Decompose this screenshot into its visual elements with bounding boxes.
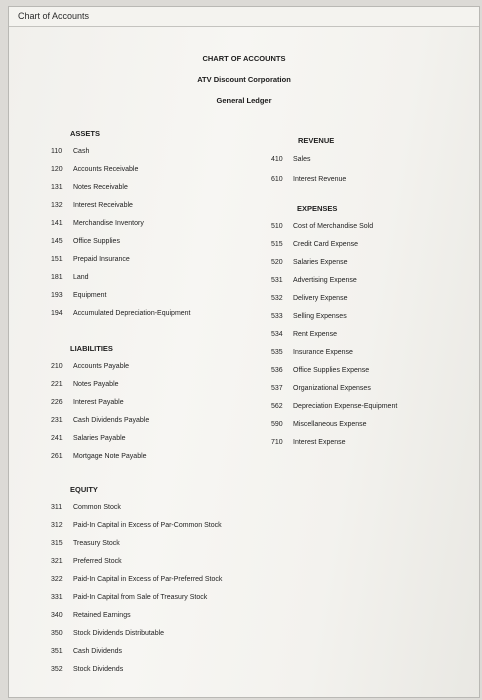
- account-row: [271, 290, 397, 308]
- account-number: 226: [51, 399, 63, 406]
- account-name: Accounts Payable: [73, 363, 130, 370]
- account-name: Stock Dividends: [73, 666, 124, 673]
- account-name: Common Stock: [73, 504, 121, 511]
- account-number: 131: [51, 184, 63, 191]
- account-row: [51, 197, 191, 215]
- account-number: 311: [51, 504, 63, 511]
- account-row: [51, 553, 222, 571]
- account-row: [51, 517, 222, 535]
- assets-heading: ASSETS: [70, 129, 101, 138]
- account-name: Interest Payable: [73, 399, 124, 406]
- account-name: Accounts Receivable: [73, 166, 139, 173]
- account-row: [271, 308, 397, 326]
- account-row: [271, 272, 397, 290]
- assets-section: [51, 125, 191, 323]
- equity-heading: EQUITY: [70, 485, 98, 494]
- account-number: 562: [271, 403, 283, 410]
- account-number: 331: [51, 594, 63, 601]
- account-name: Merchandise Inventory: [73, 220, 144, 227]
- account-row: [51, 233, 191, 251]
- account-name: Treasury Stock: [73, 540, 120, 547]
- account-number: 261: [51, 453, 63, 460]
- account-row: [51, 269, 191, 287]
- account-number: 533: [271, 313, 283, 320]
- account-name: Sales: [293, 156, 311, 163]
- account-row: [271, 344, 397, 362]
- account-name: Advertising Expense: [293, 277, 357, 284]
- account-row: [51, 161, 191, 179]
- account-name: Depreciation Expense-Equipment: [293, 403, 398, 410]
- account-row: [271, 434, 397, 452]
- account-row: [271, 398, 397, 416]
- revenue-heading: REVENUE: [298, 136, 335, 145]
- revenue-section: [271, 132, 346, 190]
- account-name: Office Supplies: [73, 238, 120, 245]
- liabilities-heading: LIABILITIES: [70, 344, 113, 353]
- account-name: Land: [73, 274, 89, 281]
- account-number: 535: [271, 349, 283, 356]
- account-number: 210: [51, 363, 63, 370]
- account-name: Stock Dividends Distributable: [73, 630, 165, 637]
- account-number: 536: [271, 367, 283, 374]
- expenses-heading: EXPENSES: [297, 204, 338, 213]
- chart-of-accounts-panel: [8, 6, 480, 698]
- account-number: 351: [51, 648, 63, 655]
- account-row: [271, 380, 397, 398]
- account-number: 110: [51, 148, 63, 155]
- account-number: 194: [51, 310, 63, 317]
- account-number: 710: [271, 439, 283, 446]
- account-row: [51, 394, 149, 412]
- account-number: 352: [51, 666, 63, 673]
- account-number: 181: [51, 274, 63, 281]
- equity-list: [51, 499, 222, 679]
- account-number: 132: [51, 202, 63, 209]
- account-number: 145: [51, 238, 63, 245]
- account-row: [51, 215, 191, 233]
- account-number: 410: [271, 156, 283, 163]
- account-name: Notes Receivable: [73, 184, 128, 191]
- account-number: 221: [51, 381, 63, 388]
- account-row: [271, 170, 346, 190]
- account-name: Paid-In Capital from Sale of Treasury Stock: [73, 594, 208, 601]
- account-number: 141: [51, 220, 63, 227]
- account-row: [51, 305, 191, 323]
- account-row: [51, 643, 222, 661]
- account-name: Cash Dividends Payable: [73, 417, 150, 424]
- liabilities-list: [51, 358, 149, 466]
- account-number: 312: [51, 522, 63, 529]
- account-number: 534: [271, 331, 283, 338]
- account-number: 315: [51, 540, 63, 547]
- account-number: 350: [51, 630, 63, 637]
- account-name: Selling Expenses: [293, 313, 347, 320]
- account-number: 610: [271, 176, 283, 183]
- account-name: Cash Dividends: [73, 648, 123, 655]
- account-row: [51, 287, 191, 305]
- account-row: [271, 254, 397, 272]
- expenses-section: [271, 200, 397, 452]
- account-row: [51, 661, 222, 679]
- account-number: 340: [51, 612, 63, 619]
- account-number: 151: [51, 256, 63, 263]
- account-row: [51, 607, 222, 625]
- account-name: Cost of Merchandise Sold: [293, 223, 374, 230]
- account-row: [271, 218, 397, 236]
- account-row: [51, 179, 191, 197]
- account-name: Office Supplies Expense: [293, 367, 370, 374]
- account-number: 515: [271, 241, 283, 248]
- account-number: 231: [51, 417, 63, 424]
- account-row: [51, 412, 149, 430]
- account-name: Prepaid Insurance: [73, 256, 130, 263]
- account-number: 241: [51, 435, 63, 442]
- account-row: [271, 236, 397, 254]
- account-number: 510: [271, 223, 283, 230]
- account-row: [271, 150, 346, 170]
- account-name: Mortgage Note Payable: [73, 453, 147, 460]
- account-name: Interest Expense: [293, 439, 346, 446]
- company-name: ATV Discount Corporation: [197, 75, 291, 84]
- account-number: 193: [51, 292, 63, 299]
- account-name: Rent Expense: [293, 331, 337, 338]
- account-row: [51, 358, 149, 376]
- account-name: Salaries Expense: [293, 259, 348, 266]
- account-name: Preferred Stock: [73, 558, 122, 565]
- account-row: [51, 430, 149, 448]
- ledger-subtitle: General Ledger: [216, 96, 272, 105]
- account-name: Credit Card Expense: [293, 241, 358, 248]
- account-name: Interest Receivable: [73, 202, 133, 209]
- panel-title: Chart of Accounts: [9, 7, 479, 27]
- account-number: 520: [271, 259, 283, 266]
- equity-section: [51, 481, 222, 679]
- account-row: [51, 535, 222, 553]
- account-row: [51, 376, 149, 394]
- account-name: Retained Earnings: [73, 612, 131, 619]
- account-number: 321: [51, 558, 63, 565]
- account-number: 590: [271, 421, 283, 428]
- account-number: 322: [51, 576, 63, 583]
- account-name: Notes Payable: [73, 381, 119, 388]
- account-name: Paid-In Capital in Excess of Par-Common Stock: [73, 522, 222, 529]
- account-row: [271, 326, 397, 344]
- revenue-list: [271, 150, 346, 190]
- account-name: Interest Revenue: [293, 176, 347, 183]
- account-name: Organizational Expenses: [293, 385, 371, 392]
- account-name: Cash: [73, 148, 90, 155]
- account-number: 120: [51, 166, 63, 173]
- account-name: Delivery Expense: [293, 295, 348, 302]
- account-number: 537: [271, 385, 283, 392]
- expenses-list: [271, 218, 397, 452]
- account-name: Equipment: [73, 292, 107, 299]
- account-name: Paid-In Capital in Excess of Par-Preferred Stock: [73, 576, 223, 583]
- account-row: [51, 589, 222, 607]
- account-row: [271, 416, 397, 434]
- liabilities-section: [51, 340, 149, 466]
- account-name: Salaries Payable: [73, 435, 126, 442]
- assets-list: [51, 143, 191, 323]
- account-row: [51, 448, 149, 466]
- account-name: Miscellaneous Expense: [293, 421, 367, 428]
- account-row: [51, 625, 222, 643]
- account-name: Insurance Expense: [293, 349, 353, 356]
- account-name: Accumulated Depreciation-Equipment: [73, 310, 191, 317]
- account-number: 531: [271, 277, 283, 284]
- account-row: [51, 143, 191, 161]
- account-number: 532: [271, 295, 283, 302]
- account-row: [51, 251, 191, 269]
- account-row: [51, 571, 222, 589]
- account-row: [51, 499, 222, 517]
- document-title: CHART OF ACCOUNTS: [202, 54, 286, 63]
- account-row: [271, 362, 397, 380]
